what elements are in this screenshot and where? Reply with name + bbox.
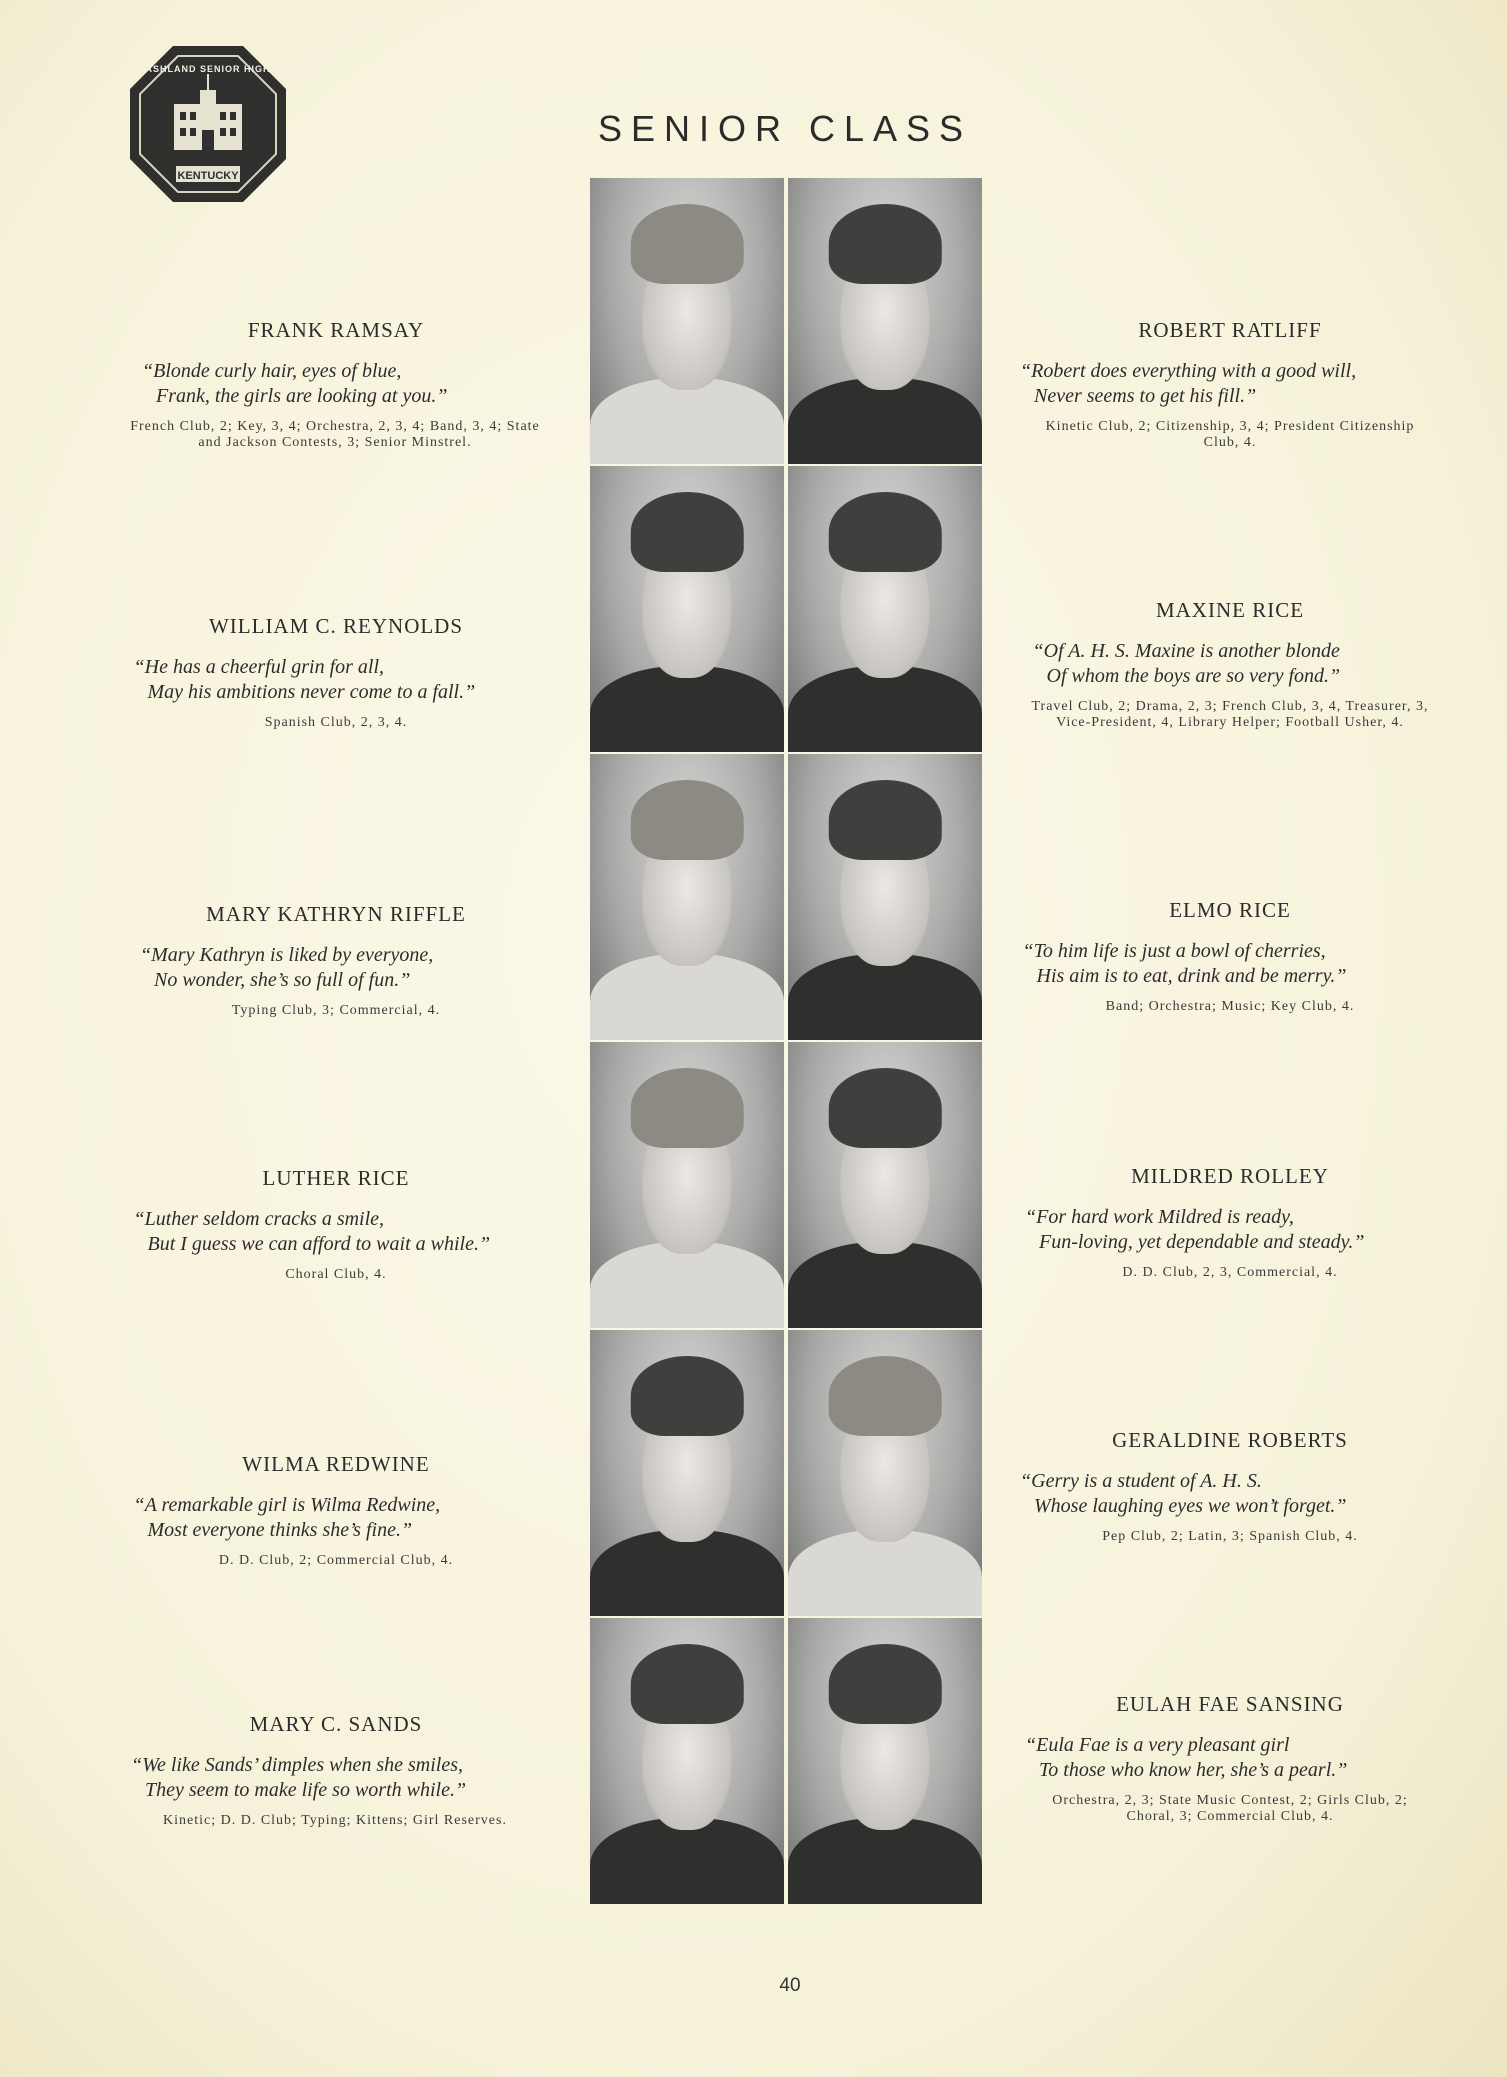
senior-entry [1020,318,1440,451]
portrait-photo [590,754,784,1040]
senior-quote [1020,1469,1440,1519]
portrait-photo [590,178,784,464]
quote-line: May his ambitions never come to a fall.” [147,681,476,703]
quote-line: Whose laughing eyes we won’t forget.” [1034,1495,1347,1517]
senior-quote [140,943,532,993]
senior-entry [1020,1428,1440,1545]
senior-activities: D. D. Club, 2, 3, Commercial, 4. [1122,1265,1338,1280]
quote-line: “A remarkable girl is Wilma Redwine, [133,1494,441,1516]
senior-name: MAXINE RICE [1155,598,1305,622]
senior-name: WILLIAM C. REYNOLDS [208,614,464,638]
portrait-photo [788,1618,982,1904]
senior-entry [1020,1692,1440,1825]
senior-activities: D. D. Club, 2; Commercial Club, 4. [218,1553,454,1568]
portrait-photo [590,1330,784,1616]
senior-quote [134,655,539,705]
quote-line: Of whom the boys are so very fond.” [1046,665,1341,687]
quote-line: “Robert does everything with a good will, [1020,360,1357,382]
senior-entry [130,1452,542,1569]
quote-line: To those who know her, she’s a pearl.” [1039,1759,1348,1781]
senior-entry [130,614,542,731]
senior-activities: Orchestra, 2, 3; State Music Contest, 2; Girls Club, 2; Choral, 3; Commercial Club, 4. [1052,1793,1408,1824]
senior-name: MARY KATHRYN RIFFLE [206,902,466,926]
quote-line: “We like Sands’ dimples when she smiles, [131,1754,464,1776]
portrait-photo [788,466,982,752]
quote-line: “Luther seldom cracks a smile, [133,1208,385,1230]
page-number: 40 [779,1975,801,1996]
portrait-photo [590,466,784,752]
senior-name: GERALDINE ROBERTS [1112,1428,1348,1452]
portrait-photo [788,178,982,464]
quote-line: Never seems to get his fill.” [1034,385,1257,407]
quote-line: “Gerry is a student of A. H. S. [1020,1470,1262,1492]
senior-name: WILMA REDWINE [242,1452,430,1476]
senior-quote [1025,1733,1435,1783]
senior-quote [134,1207,539,1257]
portrait-grid [590,178,982,1906]
senior-entry [1020,898,1440,1015]
senior-quote [1023,939,1438,989]
senior-entry [1020,1164,1440,1281]
portrait-photo [590,1042,784,1328]
senior-name: EULAH FAE SANSING [1116,1692,1344,1716]
senior-name: LUTHER RICE [262,1166,410,1190]
senior-quote [131,1753,541,1803]
quote-line: His aim is to eat, drink and be merry.” [1036,965,1347,987]
senior-name: FRANK RAMSAY [247,318,425,342]
quote-line: Most everyone thinks she’s fine.” [147,1519,413,1541]
senior-quote [134,1493,539,1543]
senior-quote [1020,359,1440,409]
senior-quote [1025,1205,1435,1255]
quote-line: “Blonde curly hair, eyes of blue, [142,360,402,382]
senior-entry [130,318,542,451]
quote-line: No wonder, she’s so full of fun.” [154,969,411,991]
portrait-photo [788,754,982,1040]
senior-quote [142,359,530,409]
senior-activities: Spanish Club, 2, 3, 4. [264,715,408,730]
senior-activities: Pep Club, 2; Latin, 3; Spanish Club, 4. [1102,1529,1358,1544]
school-seal-emblem [128,44,288,204]
page-title: SENIOR CLASS [597,108,973,149]
quote-line: “To him life is just a bowl of cherries, [1022,940,1326,962]
senior-activities: French Club, 2; Key, 3, 4; Orchestra, 2, 3, 4; Band, 3, 4; State and Jackson Contests, 3; Senior Minstrel. [130,419,540,450]
quote-line: Fun-loving, yet dependable and steady.” [1039,1231,1365,1253]
senior-activities: Band; Orchestra; Music; Key Club, 4. [1105,999,1355,1014]
portrait-photo [788,1042,982,1328]
portrait-photo [788,1330,982,1616]
emblem-text-top: ASHLAND SENIOR HIGH [145,64,271,74]
senior-activities: Typing Club, 3; Commercial, 4. [231,1003,441,1018]
senior-entry [130,902,542,1019]
senior-activities: Kinetic Club, 2; Citizenship, 3, 4; President Citizenship Club, 4. [1045,419,1415,450]
senior-quote [1033,639,1428,689]
senior-name: ELMO RICE [1169,898,1291,922]
senior-entry [1020,598,1440,731]
portrait-photo [590,1618,784,1904]
quote-line: “Eula Fae is a very pleasant girl [1025,1734,1290,1756]
quote-line: But I guess we can afford to wait a while.” [147,1233,491,1255]
quote-line: Frank, the girls are looking at you.” [156,385,448,407]
quote-line: “He has a cheerful grin for all, [133,656,385,678]
quote-line: “Mary Kathryn is liked by everyone, [140,944,434,966]
senior-activities: Travel Club, 2; Drama, 2, 3; French Club, 3, 4, Treasurer, 3, Vice-President, 4, Library Helper; Football Usher, 4. [1031,699,1429,730]
senior-name: MARY C. SANDS [249,1712,423,1736]
senior-entry [130,1712,542,1829]
senior-activities: Choral Club, 4. [285,1267,387,1282]
senior-name: ROBERT RATLIFF [1138,318,1322,342]
quote-line: “Of A. H. S. Maxine is another blonde [1032,640,1340,662]
senior-name: MILDRED ROLLEY [1131,1164,1329,1188]
emblem-text-bottom: KENTUCKY [177,170,239,182]
senior-activities: Kinetic; D. D. Club; Typing; Kittens; Girl Reserves. [163,1813,507,1828]
quote-line: “For hard work Mildred is ready, [1025,1206,1294,1228]
senior-entry [130,1166,542,1283]
quote-line: They seem to make life so worth while.” [145,1779,467,1801]
